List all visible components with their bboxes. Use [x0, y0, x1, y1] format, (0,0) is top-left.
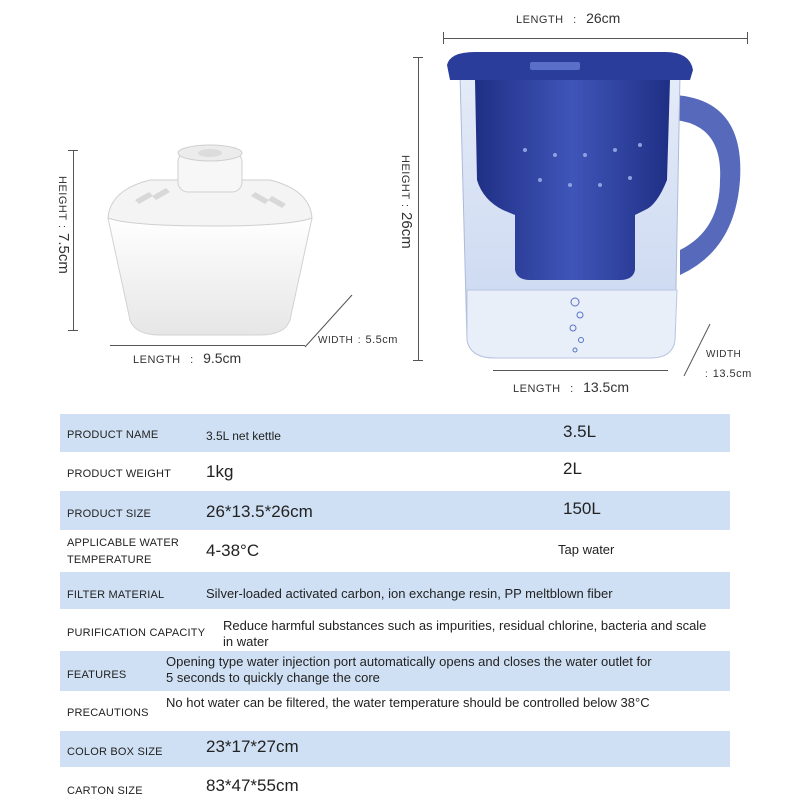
- spec-label: PRODUCT NAME: [67, 429, 159, 441]
- filter-cartridge-image: [90, 130, 330, 350]
- spec-label-line2: TEMPERATURE: [67, 554, 152, 566]
- spec-label: PRECAUTIONS: [67, 707, 149, 719]
- spec-value: No hot water can be filtered, the water temperature should be controlled below 38°C: [166, 695, 650, 710]
- spec-value: Reduce harmful substances such as impurities, residual chlorine, bacteria and scale: [223, 618, 707, 633]
- spec-label: CARTON SIZE: [67, 785, 143, 797]
- spec-row-product-name: [60, 414, 730, 452]
- spec-value-alt: 3.5L: [563, 422, 597, 441]
- filter-length-value: 9.5cm: [203, 350, 242, 366]
- spec-row-product-size: [60, 491, 730, 530]
- spec-value: 83*47*55cm: [206, 776, 299, 795]
- filter-width-value: 5.5cm: [365, 334, 398, 346]
- spec-row-features: [60, 651, 730, 691]
- spec-row-purification-capacity: [60, 610, 730, 650]
- kettle-width-label: WIDTH: [706, 349, 742, 360]
- spec-value: 3.5L net kettle: [206, 429, 281, 443]
- spec-label: PRODUCT WEIGHT: [67, 468, 172, 480]
- spec-value: Silver-loaded activated carbon, ion exchange resin, PP meltblown fiber: [206, 586, 613, 601]
- spec-value: 1kg: [206, 462, 234, 481]
- spec-label: PRODUCT SIZE: [67, 508, 152, 520]
- spec-label: APPLICABLE WATER: [67, 537, 180, 549]
- kettle-top-length-value: 26cm: [586, 10, 621, 26]
- spec-label: COLOR BOX SIZE: [67, 746, 163, 758]
- kettle-bottom-length-label: LENGTH: [513, 383, 561, 395]
- spec-row-filter-material: [60, 572, 730, 609]
- spec-value-alt: Tap water: [558, 542, 615, 557]
- spec-value: 26*13.5*26cm: [206, 502, 313, 521]
- spec-value: 4-38°C: [206, 541, 260, 560]
- spec-value-line2: 5 seconds to quickly change the core: [166, 670, 380, 685]
- spec-label: FILTER MATERIAL: [67, 589, 165, 601]
- spec-value: 23*17*27cm: [206, 737, 299, 756]
- filter-height-label: HEIGHT: [56, 176, 68, 221]
- filter-length-label: LENGTH: [133, 354, 181, 366]
- spec-value-alt: 150L: [563, 499, 601, 518]
- spec-label: FEATURES: [67, 669, 127, 681]
- spec-row-color-box-size: [60, 731, 730, 767]
- spec-value: Opening type water injection port automatically opens and closes the water outlet for: [166, 654, 652, 669]
- spec-value-line2: in water: [223, 634, 269, 649]
- spec-label: PURIFICATION CAPACITY: [67, 627, 206, 639]
- kettle-height-value: 26cm: [398, 212, 415, 249]
- filter-width-label: WIDTH: [318, 335, 354, 346]
- kettle-bottom-length-value: 13.5cm: [583, 379, 630, 395]
- filter-height-value: 7.5cm: [55, 233, 72, 274]
- spec-row-product-weight: [60, 452, 730, 490]
- kettle-width-value: 13.5cm: [712, 368, 752, 380]
- kettle-height-label: HEIGHT: [399, 155, 411, 200]
- kettle-top-length-label: LENGTH: [516, 14, 564, 26]
- spec-value-alt: 2L: [563, 459, 582, 478]
- spec-row-applicable-water-temperature: [60, 531, 730, 571]
- spec-row-carton-size: [60, 768, 730, 800]
- spec-row-precautions: [60, 692, 730, 730]
